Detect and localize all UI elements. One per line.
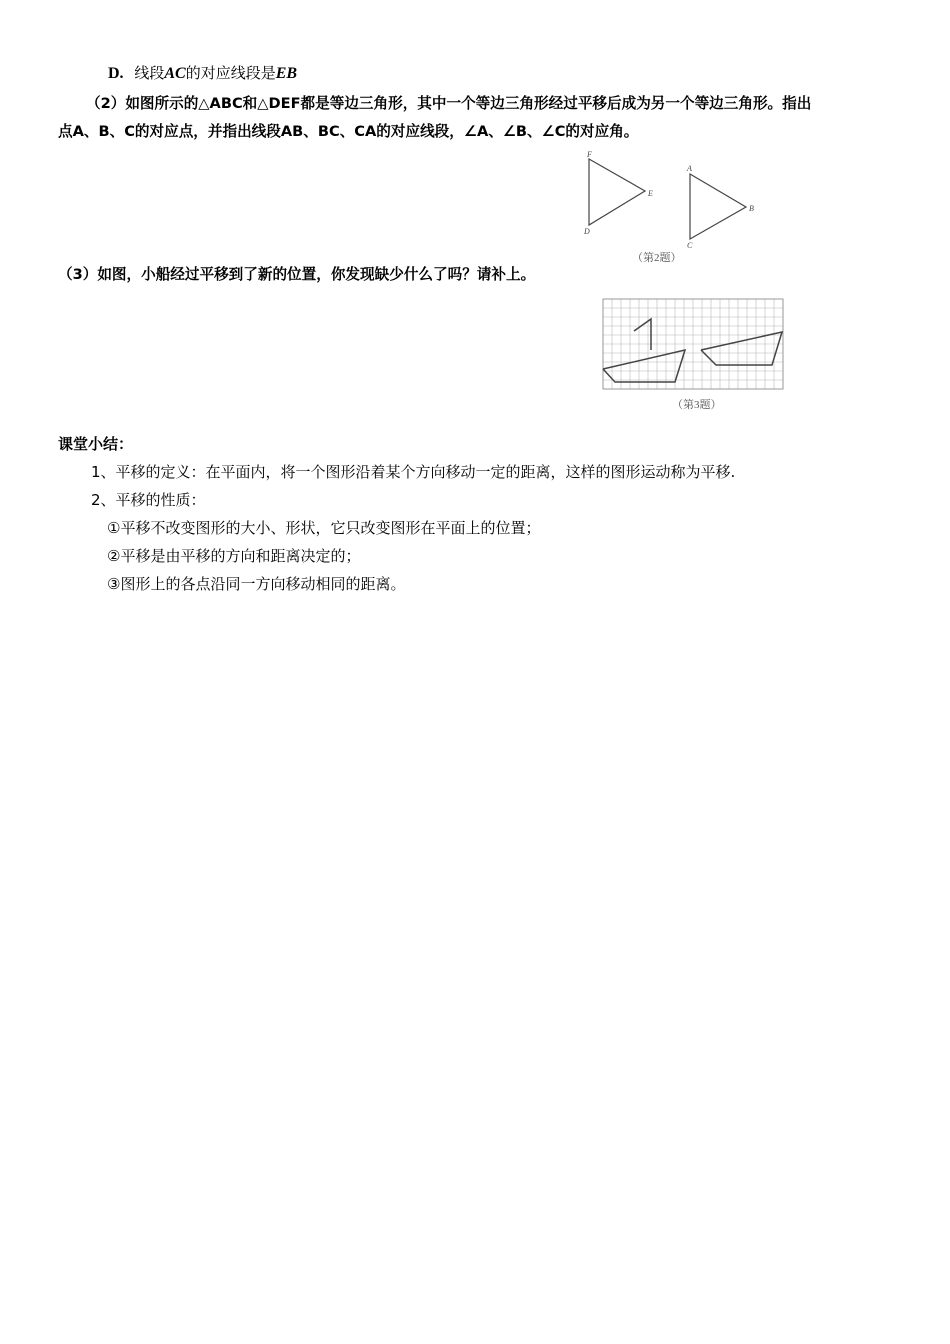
triangle-def: [589, 159, 645, 225]
summary-item-2: 2、平移的性质：: [91, 491, 206, 509]
summary-property-3: ③图形上的各点沿同一方向移动相同的距离。: [107, 575, 406, 593]
label-f: F: [587, 150, 592, 159]
boat-1-hull: [603, 350, 685, 382]
option-d-segment-1: AC: [164, 65, 186, 82]
option-d-text-1: 线段: [134, 64, 165, 82]
option-d-text-2: 的对应线段是: [185, 64, 276, 82]
question-3-text: （3）如图，小船经过平移到了新的位置，你发现缺少什么了吗？请补上。: [58, 266, 536, 283]
option-d-letter: D.: [108, 65, 124, 82]
label-c: C: [687, 241, 693, 250]
figure-2-caption: （第2题）: [632, 252, 682, 264]
figure-3-caption: （第3题）: [672, 399, 722, 411]
figure-2-triangles: [580, 150, 770, 268]
figure-3-boats: [598, 294, 790, 418]
option-d: [108, 62, 297, 85]
label-d: D: [584, 227, 590, 236]
label-a: A: [687, 164, 692, 173]
summary-heading: 课堂小结：: [58, 435, 134, 453]
triangle-abc: [690, 174, 746, 239]
boat-1-sail: [634, 319, 651, 350]
summary-item-1: 1、平移的定义：在平面内，将一个图形沿着某个方向移动一定的距离，这样的图形运动称为平移.: [91, 463, 736, 481]
summary-property-2: ②平移是由平移的方向和距离决定的；: [107, 547, 361, 565]
summary-property-1: ①平移不改变图形的大小、形状，它只改变图形在平面上的位置；: [107, 519, 541, 537]
boat-2-hull: [701, 332, 782, 365]
label-e: E: [648, 189, 653, 198]
grid: [603, 299, 783, 389]
question-2-line-1: （2）如图所示的△ABC和△DEF都是等边三角形，其中一个等边三角形经过平移后成为另一个等边三角形。指出: [86, 95, 812, 112]
question-2-line-2: 点A、B、C的对应点，并指出线段AB、BC、CA的对应线段，∠A、∠B、∠C的对应角。: [58, 123, 639, 140]
label-b: B: [749, 204, 754, 213]
option-d-segment-2: EB: [275, 65, 298, 82]
